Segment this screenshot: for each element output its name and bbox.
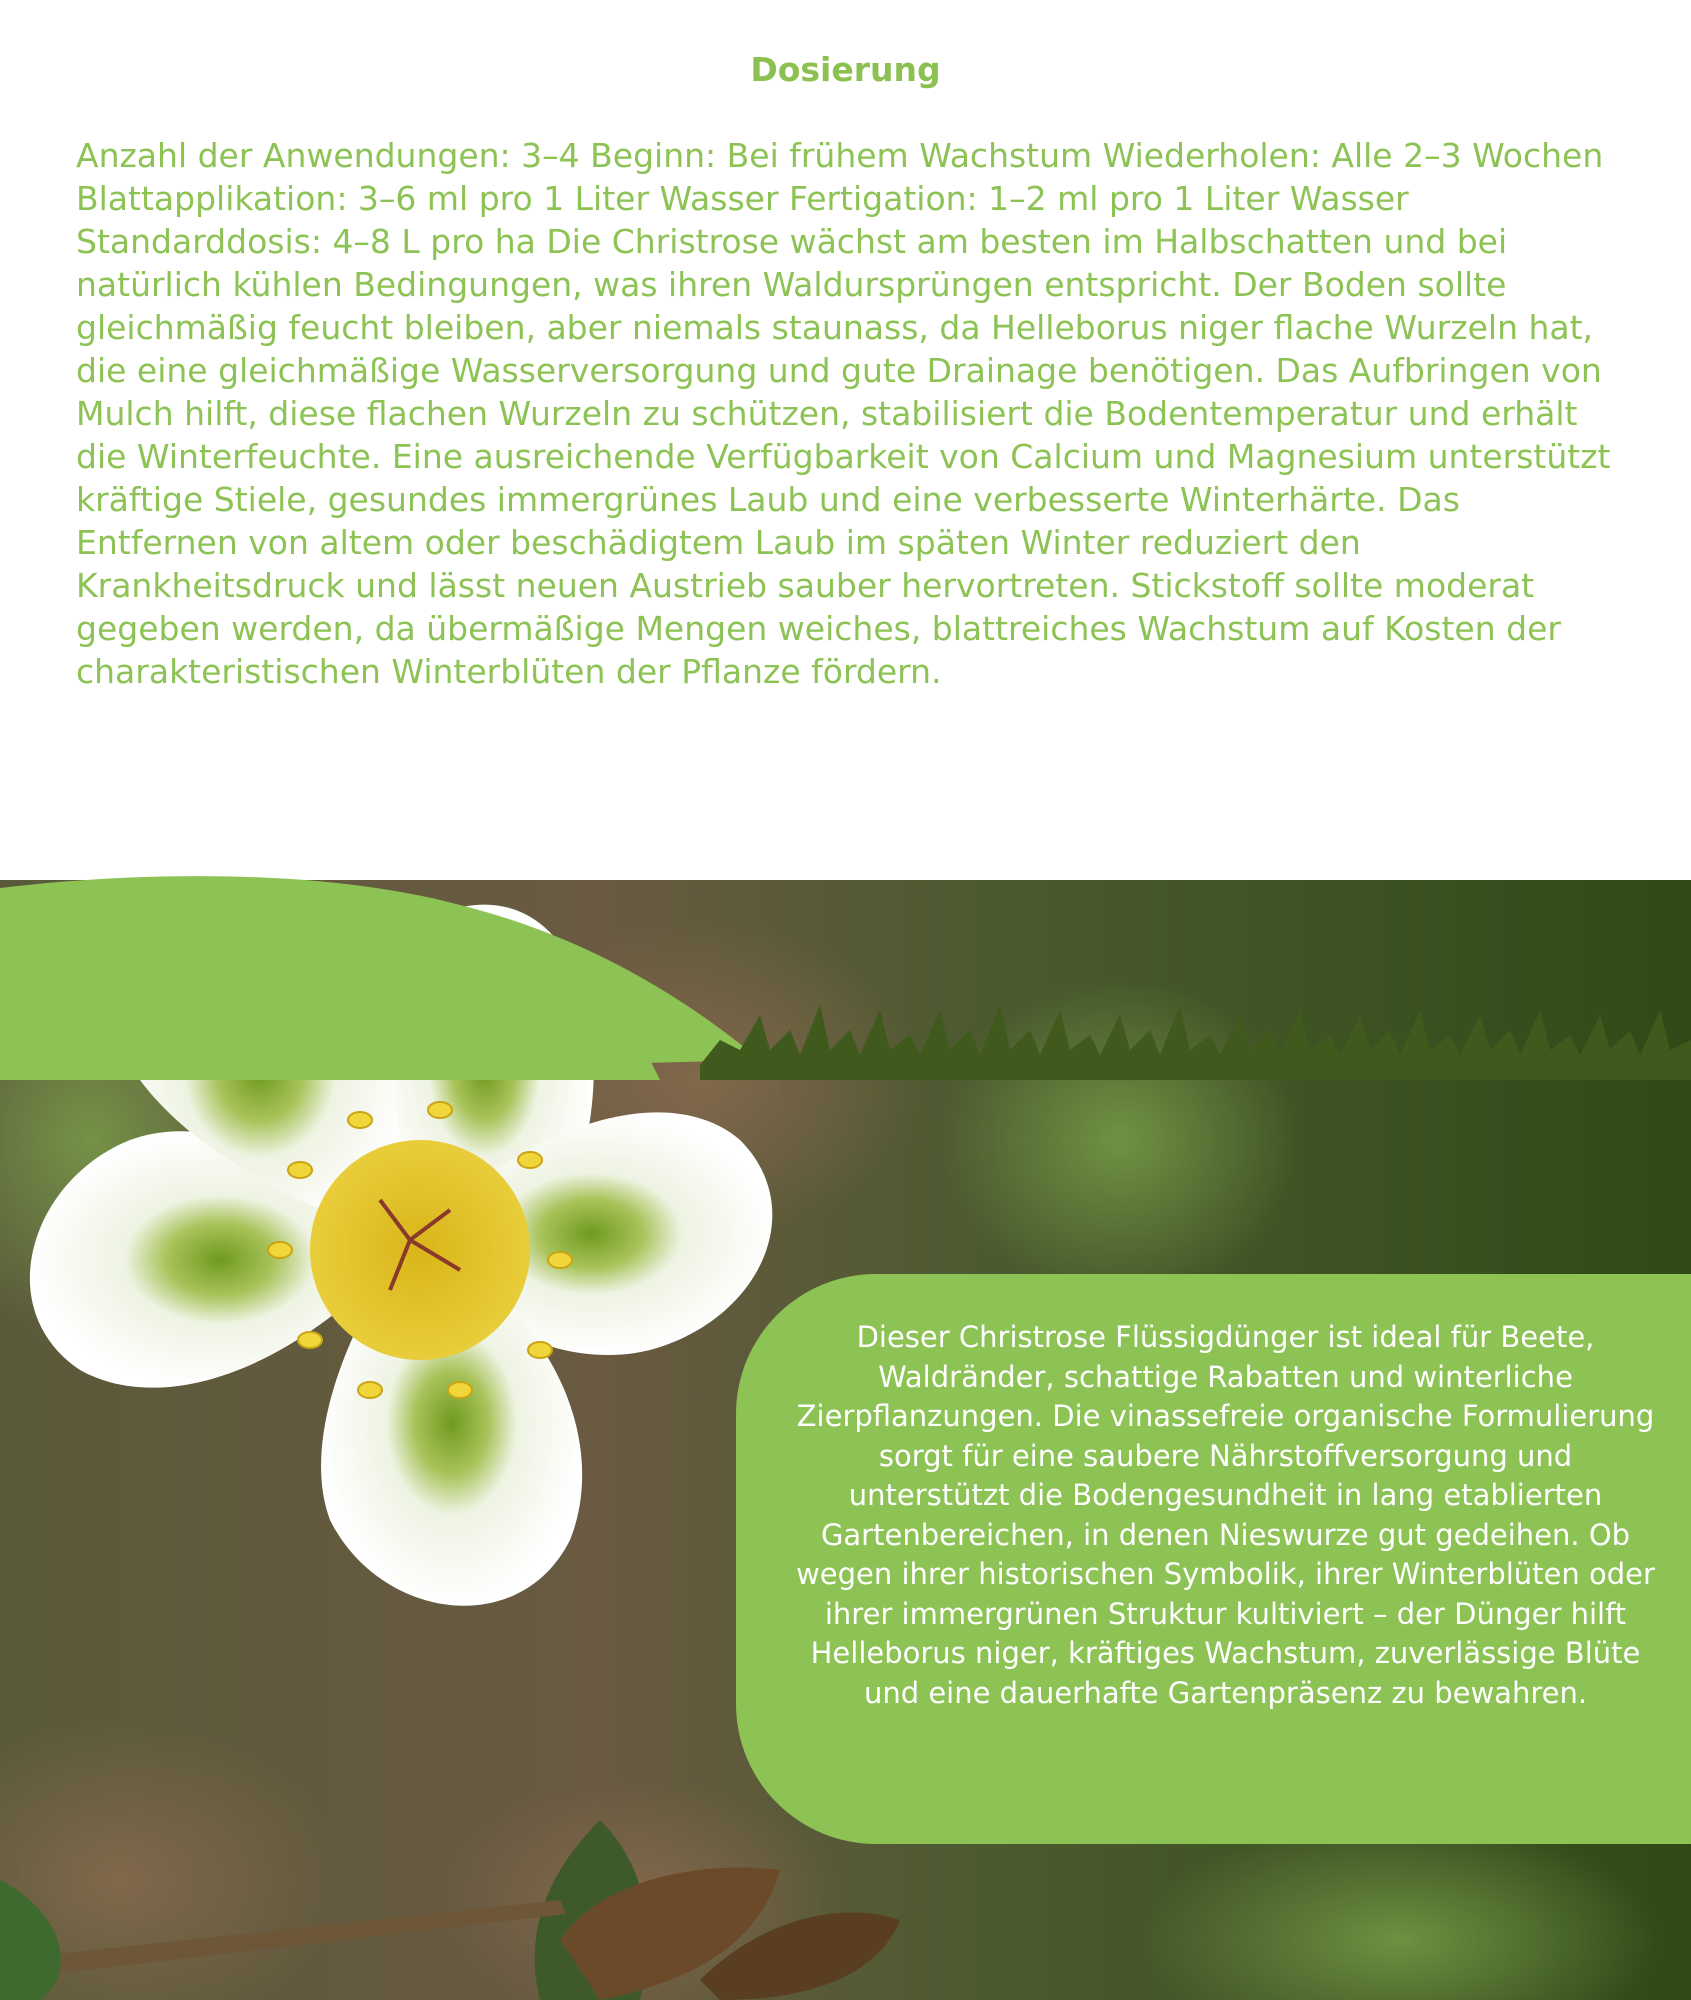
info-box [736,1274,1691,1844]
dosing-section [0,0,1691,880]
dosing-heading: Dosierung [750,50,941,89]
info-body-text: Dieser Christrose Flüssigdünger ist ideal für Beete, Waldränder, schattige Rabatten und winterliche Zierpflanzungen. Die vinassefreie organische Formulierung sorgt für eine saubere Nährstoffversorgung und unterstützt die Bodengesundheit in lang etablierten Gartenbereichen, in denen Nieswurze gut gedeihen. Ob wegen ihrer historischen Symbolik, ihrer Winterblüten oder ihrer immergrünen Struktur kultiviert – der Dünger hilft Helleborus niger, kräftiges Wachstum, zuverlässige Blüte und eine dauerhafte Gartenpräsenz zu bewahren. [796,1320,1655,1710]
dosing-body-text: Anzahl der Anwendungen: 3–4 Beginn: Bei frühem Wachstum Wiederholen: Alle 2–3 Wochen Blattapplikation: 3–6 ml pro 1 Liter Wasser Fertigation: 1–2 ml pro 1 Liter Wasser Standarddosis: 4–8 L pro ha Die Christrose wächst am besten im Halbschatten und bei natürlich kühlen Bedingungen, was ihren Waldursprüngen entspricht. Der Boden sollte gleichmäßig feucht bleiben, aber niemals staunass, da Helleborus niger flache Wurzeln hat, die eine gleichmäßige Wasserversorgung und gute Drainage benötigen. Das Aufbringen von Mulch hilft, diese flachen Wurzeln zu schützen, stabilisiert die Bodentemperatur und erhält die Winterfeuchte. Eine ausreichende Verfügbarkeit von Calcium und Magnesium unterstützt kräftige Stiele, gesundes immergrünes Laub und eine verbesserte Winterhärte. Das Entfernen von altem oder beschädigtem Laub im späten Winter reduziert den Krankheitsdruck und lässt neuen Austrieb sauber hervortreten. Stickstoff sollte moderat gegeben werden, da übermäßige Mengen weiches, blattreiches Wachstum auf Kosten der charakteristischen Winterblüten der Pflanze fördern. [76,136,1611,691]
